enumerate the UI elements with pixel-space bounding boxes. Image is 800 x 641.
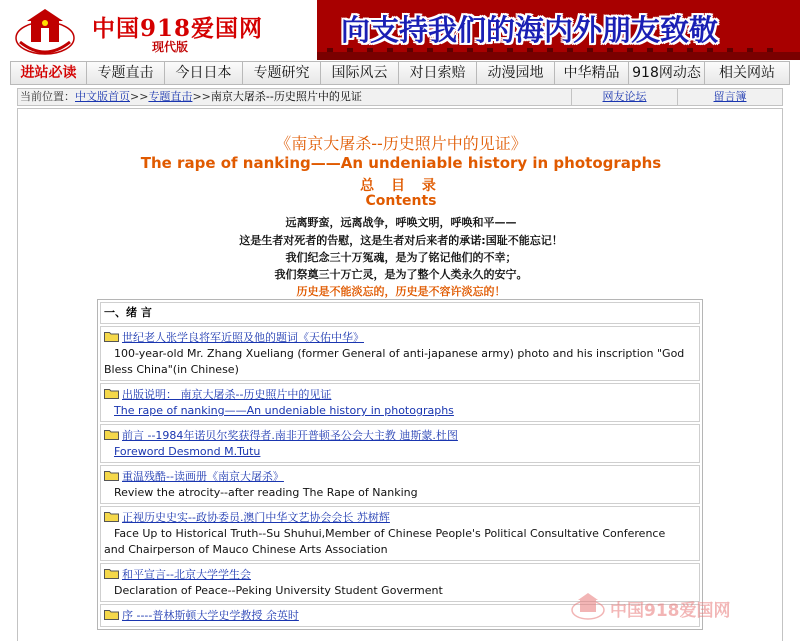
list-item — [100, 383, 700, 422]
nav-item-world-affairs[interactable]: 国际风云 — [321, 62, 399, 84]
nav-item-china-selections[interactable]: 中华精品 — [555, 62, 629, 84]
breadcrumb — [20, 89, 362, 105]
folder-icon — [104, 388, 119, 399]
contents-list — [97, 299, 703, 630]
nav-item-topic-focus[interactable]: 专题直击 — [87, 62, 165, 84]
banner-slogan: 向支持我们的海内外朋友致敬 — [341, 13, 719, 47]
main-nav — [10, 61, 790, 85]
nav-item-related-sites[interactable]: 相关网站 — [705, 62, 789, 84]
folder-icon — [104, 511, 119, 522]
contents-heading-english: Contents — [365, 193, 437, 209]
nav-item-animation[interactable]: 动漫园地 — [477, 62, 555, 84]
nav-item-compensation[interactable]: 对日索赔 — [399, 62, 477, 84]
list-item-english-link[interactable]: The rape of nanking——An undeniable history in photographs — [114, 404, 454, 417]
list-item-link[interactable]: 序 ----普林斯顿大学史学教授 余英时 — [122, 609, 299, 622]
page-title-english: The rape of nanking——An undeniable history in photographs — [140, 154, 662, 172]
list-item-english: 100-year-old Mr. Zhang Xueliang (former General of anti-japanese army) photo and his inscription "God — [114, 347, 685, 360]
list-item-link[interactable]: 出版说明： 南京大屠杀--历史照片中的见证 — [122, 388, 332, 401]
guestbook-link-cell — [677, 89, 782, 105]
breadcrumb-section-link[interactable]: 专题直击 — [148, 90, 193, 103]
breadcrumb-bar — [17, 88, 783, 106]
breadcrumb-home-link[interactable]: 中文版首页 — [75, 90, 130, 103]
list-item-english: Review the atrocity--after reading The Rape of Nanking — [114, 486, 418, 499]
motto-line: 我们纪念三十万冤魂，是为了铭记他们的不幸； — [285, 251, 517, 264]
nav-item-must-read[interactable]: 进站必读 — [11, 62, 87, 84]
guestbook-link[interactable]: 留言簿 — [713, 90, 747, 103]
motto-line: 这是生者对死者的告慰，这是生者对后来者的承诺:国耻不能忘记！ — [239, 234, 563, 247]
folder-icon — [104, 568, 119, 579]
breadcrumb-separator: >> — [192, 90, 211, 103]
folder-icon — [104, 609, 119, 620]
main-content — [17, 108, 783, 641]
watermark-text: 中国918爱国网 — [610, 601, 731, 621]
list-item-link[interactable]: 和平宣言--北京大学学生会 — [122, 568, 251, 581]
list-item — [100, 326, 700, 381]
list-item-english-link[interactable]: Foreword Desmond M.Tutu — [114, 445, 261, 458]
emblem-icon — [570, 590, 606, 622]
site-header — [0, 0, 800, 60]
forum-link[interactable]: 网友论坛 — [602, 90, 647, 103]
folder-icon — [104, 429, 119, 440]
list-item — [100, 465, 700, 504]
nav-item-topic-research[interactable]: 专题研究 — [243, 62, 321, 84]
breadcrumb-separator: >> — [130, 90, 149, 103]
list-item-english: Bless China"(in Chinese) — [104, 363, 239, 376]
nav-item-site-news[interactable]: 918网动态 — [629, 62, 705, 84]
contents-heading: 总 目 录 — [360, 178, 442, 194]
banner — [317, 0, 800, 60]
list-item — [100, 424, 700, 463]
list-item-english: Face Up to Historical Truth--Su Shuhui,Member of Chinese People's Political Consultative Conference — [114, 527, 666, 540]
list-item-link[interactable]: 重温残酷--读画册《南京大屠杀》 — [122, 470, 284, 483]
nav-item-japan-today[interactable]: 今日日本 — [165, 62, 243, 84]
section-heading: 一、绪 言 — [100, 302, 700, 324]
motto-line-highlight: 历史是不能淡忘的，历史是不容许淡忘的！ — [296, 285, 506, 298]
forum-link-cell — [571, 89, 677, 105]
emblem-icon[interactable] — [14, 6, 76, 56]
motto-line: 远离野蛮，远离战争，呼唤文明，呼唤和平—— — [285, 216, 517, 229]
site-watermark — [570, 590, 790, 624]
list-item-english: and Chairperson of Mauco Chinese Arts Association — [104, 543, 388, 556]
folder-icon — [104, 331, 119, 342]
site-logo-title[interactable]: 中国918爱国网 — [92, 15, 264, 42]
page-title: 《南京大屠杀--历史照片中的见证》 — [275, 134, 527, 153]
list-item — [100, 506, 700, 561]
breadcrumb-prefix: 当前位置： — [20, 90, 75, 103]
folder-icon — [104, 470, 119, 481]
list-item-english: Declaration of Peace--Peking University Student Goverment — [114, 584, 443, 597]
list-item-link[interactable]: 前言 --1984年诺贝尔奖获得者.南非开普顿圣公会大主教 迪斯蒙.杜图 — [122, 429, 458, 442]
site-logo-subtitle: 现代版 — [152, 40, 189, 54]
breadcrumb-current: 南京大屠杀--历史照片中的见证 — [210, 90, 362, 103]
list-item-link[interactable]: 世纪老人张学良将军近照及他的题词《天佑中华》 — [122, 331, 364, 344]
motto-line: 我们祭奠三十万亡灵，是为了整个人类永久的安宁。 — [274, 268, 528, 281]
list-item-link[interactable]: 正视历史史实--政协委员.澳门中华文艺协会会长 苏树辉 — [122, 511, 390, 524]
